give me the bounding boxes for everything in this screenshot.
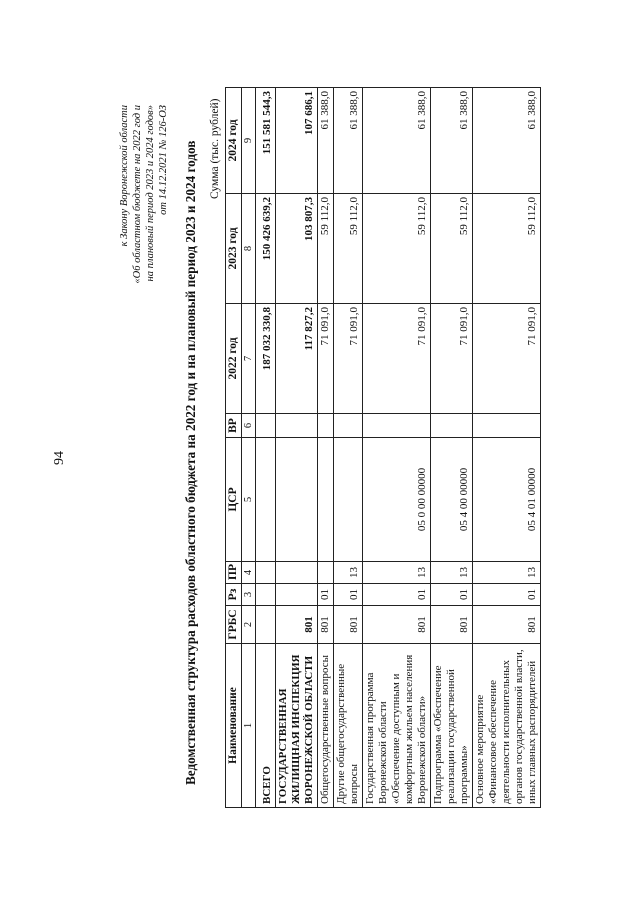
approval-line-3: на плановый период 2023 и 2024 годов» — [145, 105, 156, 282]
col-number: 4 — [242, 562, 256, 584]
row-2023: 59 112,0 — [363, 194, 431, 304]
col-number: 6 — [242, 414, 256, 438]
row-vr — [431, 414, 473, 438]
row-rz: 01 — [473, 584, 541, 606]
table-row — [334, 88, 363, 808]
column-number-row — [242, 88, 256, 808]
row-name: ВСЕГО — [256, 644, 276, 808]
row-grbs: 801 — [318, 606, 334, 644]
header-vr: ВР — [226, 414, 242, 438]
approval-line-2: «Об областном бюджете на 2022 год и — [132, 105, 143, 284]
row-pr: 13 — [473, 562, 541, 584]
row-csr — [256, 438, 276, 562]
row-2024: 61 388,0 — [473, 88, 541, 194]
row-csr — [334, 438, 363, 562]
row-2022: 71 091,0 — [363, 304, 431, 414]
row-rz — [256, 584, 276, 606]
row-rz: 01 — [318, 584, 334, 606]
row-pr — [318, 562, 334, 584]
row-csr: 05 0 00 00000 — [363, 438, 431, 562]
header-name: Наименование — [226, 644, 242, 808]
table-row — [276, 88, 318, 808]
row-grbs — [256, 606, 276, 644]
units-label: Сумма (тыс. рублей) — [209, 98, 221, 199]
row-name: Государственная программа Воронежской области «Обеспечение доступным и комфортным жильем населения Воронежской области» — [363, 644, 431, 808]
table-row — [473, 88, 541, 808]
document-title: Ведомственная структура расходов областного бюджета на 2022 год и на плановый период 2023 и 2024 годов — [183, 140, 198, 785]
row-pr: 13 — [363, 562, 431, 584]
row-pr: 13 — [334, 562, 363, 584]
row-2022: 71 091,0 — [334, 304, 363, 414]
row-2023: 59 112,0 — [473, 194, 541, 304]
col-number: 5 — [242, 438, 256, 562]
row-2023: 59 112,0 — [318, 194, 334, 304]
header-csr: ЦСР — [226, 438, 242, 562]
row-vr — [363, 414, 431, 438]
row-grbs: 801 — [431, 606, 473, 644]
col-number: 9 — [242, 88, 256, 194]
table-row — [431, 88, 473, 808]
row-name: Подпрограмма «Обеспечение реализации государственной программы» — [431, 644, 473, 808]
row-rz: 01 — [431, 584, 473, 606]
row-grbs: 801 — [334, 606, 363, 644]
header-2023: 2023 год — [226, 194, 242, 304]
row-pr: 13 — [431, 562, 473, 584]
row-2024: 61 388,0 — [431, 88, 473, 194]
row-2023: 103 807,3 — [276, 194, 318, 304]
header-2024: 2024 год — [226, 88, 242, 194]
row-rz: 01 — [363, 584, 431, 606]
row-2022: 187 032 330,8 — [256, 304, 276, 414]
row-2022: 71 091,0 — [473, 304, 541, 414]
col-number: 2 — [242, 606, 256, 644]
table-row — [363, 88, 431, 808]
budget-table — [225, 87, 541, 808]
row-2024: 61 388,0 — [363, 88, 431, 194]
table-row — [256, 88, 276, 808]
row-vr — [276, 414, 318, 438]
row-vr — [318, 414, 334, 438]
row-2023: 59 112,0 — [334, 194, 363, 304]
col-number: 7 — [242, 304, 256, 414]
header-grbs: ГРБС — [226, 606, 242, 644]
row-grbs: 801 — [473, 606, 541, 644]
col-number: 1 — [242, 644, 256, 808]
row-rz: 01 — [334, 584, 363, 606]
row-2022: 71 091,0 — [318, 304, 334, 414]
table-header-row — [226, 88, 242, 808]
row-pr — [256, 562, 276, 584]
approval-line-4: от 14.12.2021 № 126-ОЗ — [158, 105, 169, 215]
col-number: 8 — [242, 194, 256, 304]
row-name: Основное мероприятие «Финансовое обеспечение деятельности исполнительных органов государственной власти, иных главных распорядителей — [473, 644, 541, 808]
row-csr — [276, 438, 318, 562]
row-name: Общегосударственные вопросы — [318, 644, 334, 808]
row-vr — [256, 414, 276, 438]
header-rz: Рз — [226, 584, 242, 606]
row-2022: 117 827,2 — [276, 304, 318, 414]
table-row — [318, 88, 334, 808]
row-2024: 151 581 544,3 — [256, 88, 276, 194]
header-pr: ПР — [226, 562, 242, 584]
row-csr — [318, 438, 334, 562]
row-grbs: 801 — [363, 606, 431, 644]
header-2022: 2022 год — [226, 304, 242, 414]
approval-note — [118, 105, 170, 405]
row-csr: 05 4 00 00000 — [431, 438, 473, 562]
row-2023: 150 426 639,2 — [256, 194, 276, 304]
row-rz — [276, 584, 318, 606]
row-name: ГОСУДАРСТВЕННАЯ ЖИЛИЩНАЯ ИНСПЕКЦИЯ ВОРОНЕЖСКОЙ ОБЛАСТИ — [276, 644, 318, 808]
row-2024: 61 388,0 — [318, 88, 334, 194]
page-number: 94 — [52, 451, 67, 465]
col-number: 3 — [242, 584, 256, 606]
row-2023: 59 112,0 — [431, 194, 473, 304]
approval-line-1: к Закону Воронежской области — [119, 105, 130, 247]
row-csr: 05 4 01 00000 — [473, 438, 541, 562]
row-2022: 71 091,0 — [431, 304, 473, 414]
row-vr — [334, 414, 363, 438]
row-2024: 61 388,0 — [334, 88, 363, 194]
row-name: Другие общегосударственные вопросы — [334, 644, 363, 808]
row-2024: 107 686,1 — [276, 88, 318, 194]
row-grbs: 801 — [276, 606, 318, 644]
row-pr — [276, 562, 318, 584]
row-vr — [473, 414, 541, 438]
